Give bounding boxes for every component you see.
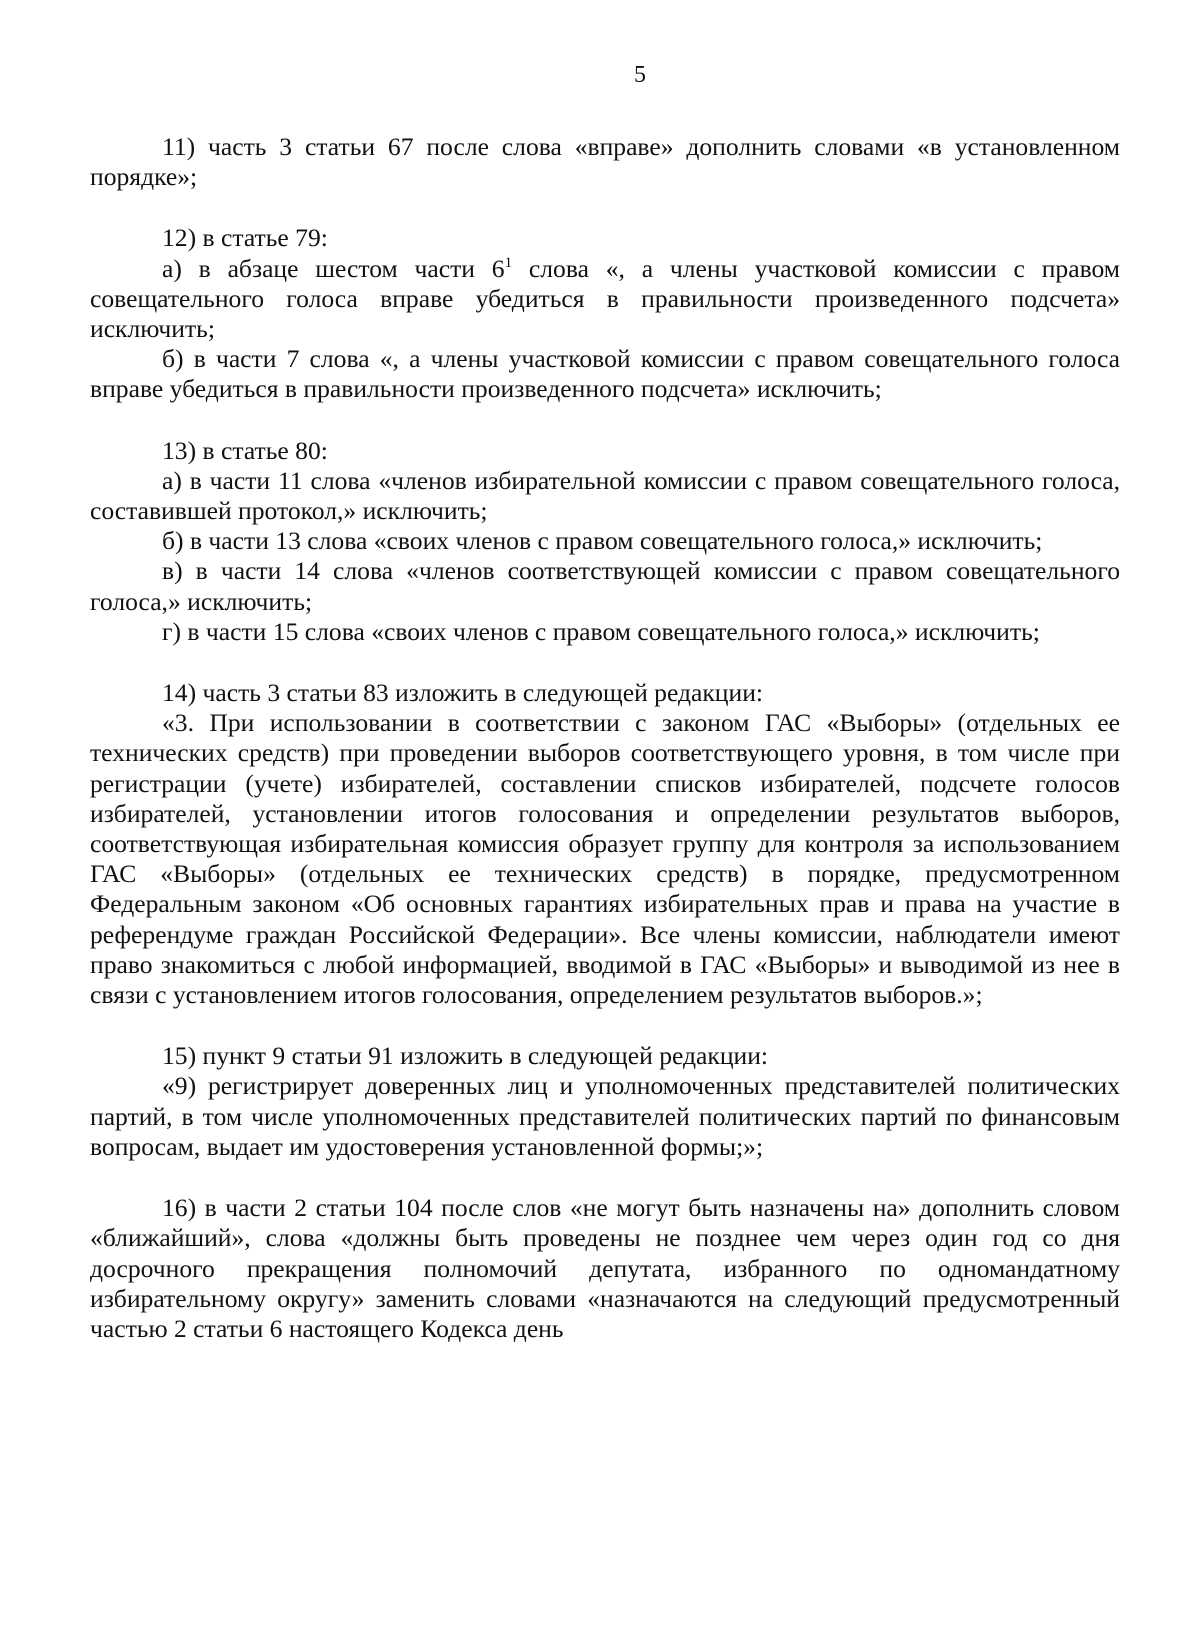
- item-13b: б) в части 13 слова «своих членов с правом совещательного голоса,» исключить;: [162, 526, 1043, 556]
- item-13a: а) в части 11 слова «членов избирательной комиссии с правом совещательного голоса, составившей протокол,» исключить;: [90, 465, 1120, 526]
- page-number: 5: [634, 62, 646, 88]
- item-12a-start: а) в абзаце шестом части 6: [162, 253, 505, 283]
- spacer: [90, 1162, 1120, 1193]
- item-13d: г) в части 15 слова «своих членов с правом совещательного голоса,» исключить;: [162, 616, 1040, 646]
- item-15-quote: «9) регистрирует доверенных лиц и уполномоченных представителей политических партий, в том числе уполномоченных представителей политических партий по финансовым вопросам, выдает им удостоверения установленной формы;»;: [90, 1071, 1120, 1161]
- spacer: [90, 647, 1120, 678]
- item-16: 16) в части 2 статьи 104 после слов «не могут быть назначены на» дополнить словом «ближайший», слова «должны быть проведены не позднее чем через один год со дня досрочного прекращения полномочий депутата, избранного по одномандатному избирательному округу» заменить словами «назначаются на следующий предусмотренный частью 2 статьи 6 настоящего Кодекса день: [90, 1193, 1120, 1343]
- item-14-quote: «3. При использовании в соответствии с законом ГАС «Выборы» (отдельных ее технических средств) при проведении выборов соответствующего уровня, в том числе при регистрации (учете) избирателей, составлении списков избирателей, подсчете голосов избирателей, установлении итогов голосования и определении результатов выборов, соответствующая избирательная комиссия образует группу для контроля за использованием ГАС «Выборы» (отдельных ее технических средств) в порядке, предусмотренном Федеральным законом «Об основных гарантиях избирательных прав и права на участие в референдуме граждан Российской Федерации». Все члены комиссии, наблюдатели имеют право знакомиться с любой информацией, вводимой в ГАС «Выборы» и выводимой из нее в связи с установлением итогов голосования, определением результатов выборов.»;: [90, 708, 1120, 1010]
- item-12a-end: слова «, а члены участковой комиссии с правом совещательного голоса вправе убедиться в правильности произведенного подсчета» исключить;: [90, 253, 1120, 344]
- item-12b: б) в части 7 слова «, а члены участковой комиссии с правом совещательного голоса вправе убедиться в правильности произведенного подсчета» исключить;: [90, 344, 1120, 404]
- item-13c: в) в части 14 слова «членов соответствующей комиссии с правом совещательного голоса,» исключить;: [90, 556, 1120, 616]
- spacer: [90, 192, 1120, 223]
- spacer: [90, 1010, 1120, 1041]
- item-15: 15) пункт 9 статьи 91 изложить в следующей редакции:: [162, 1041, 769, 1071]
- item-14: 14) часть 3 статьи 83 изложить в следующей редакции:: [162, 678, 764, 708]
- item-13: 13) в статье 80:: [162, 435, 328, 465]
- item-11: 11) часть 3 статьи 67 после слова «вправе» дополнить словами «в установленном порядке»;: [90, 132, 1120, 192]
- document-body: [90, 132, 1120, 1344]
- superscript: 1: [504, 254, 513, 271]
- item-12a: [90, 254, 1120, 345]
- item-12: 12) в статье 79:: [162, 223, 328, 253]
- spacer: [90, 405, 1120, 436]
